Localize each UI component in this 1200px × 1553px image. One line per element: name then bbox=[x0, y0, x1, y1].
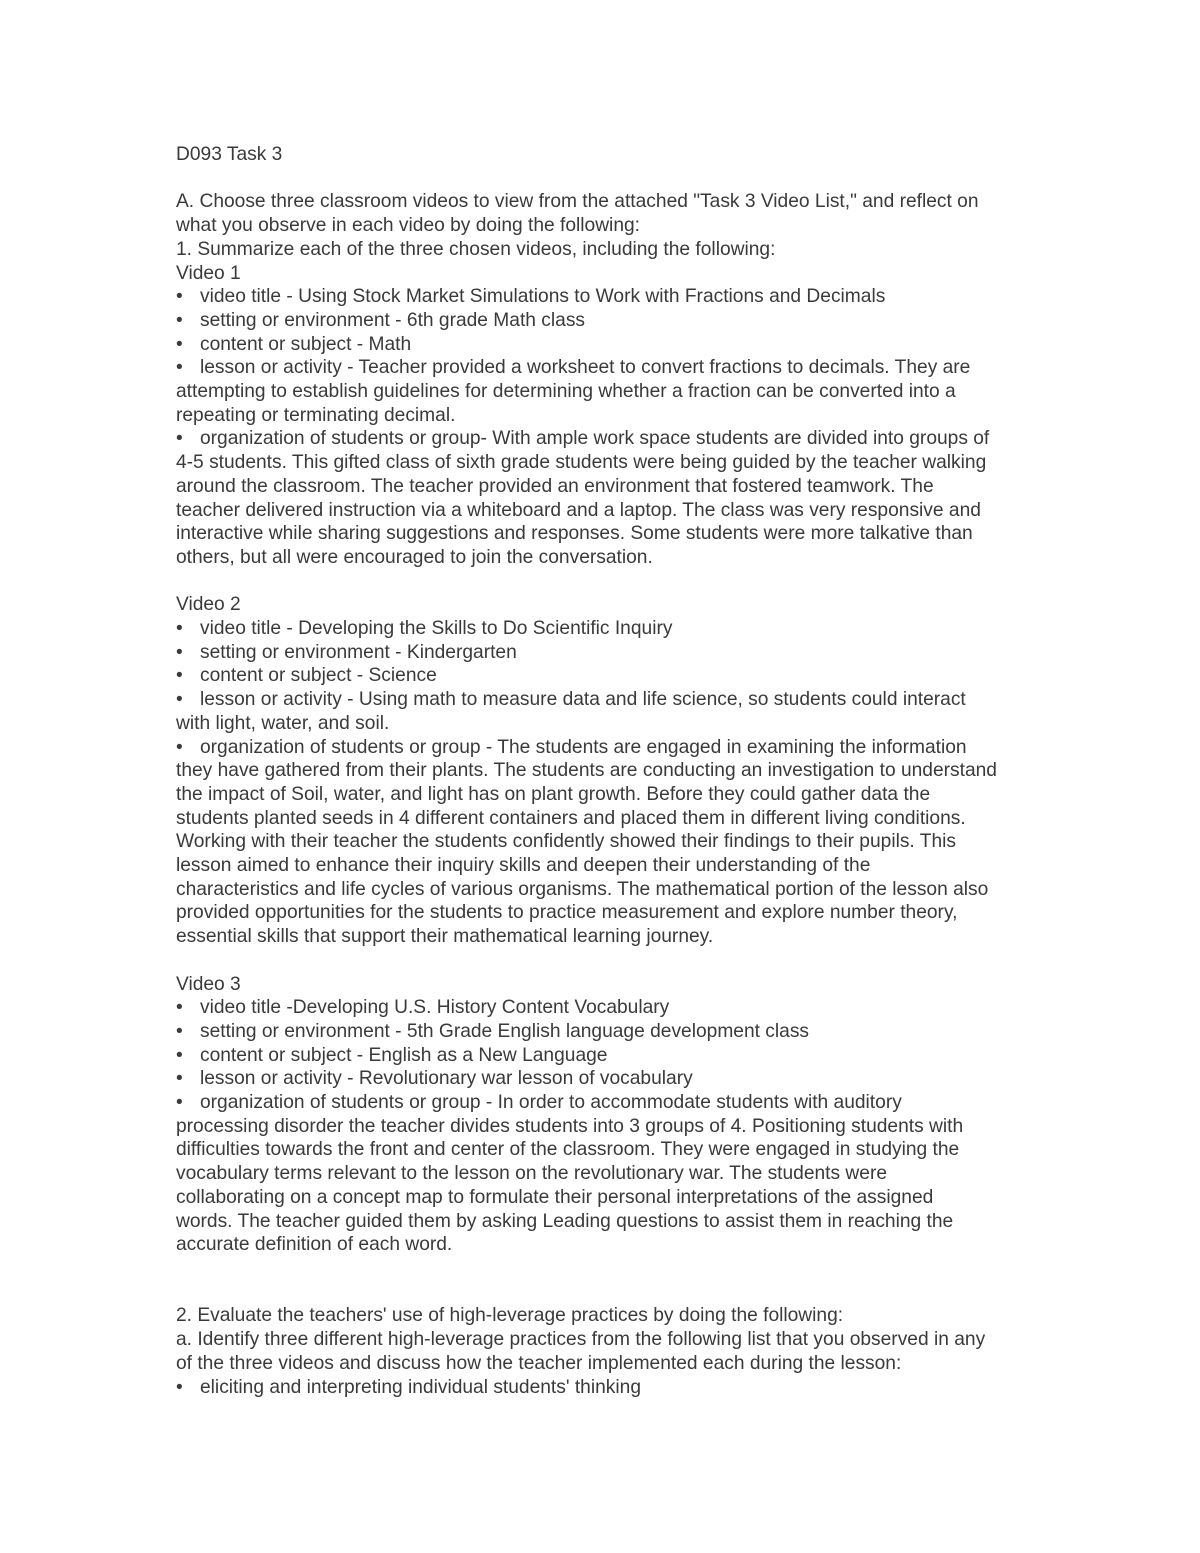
video-1-heading: Video 1 bbox=[176, 262, 241, 284]
item-text: setting or environment - 5th Grade English language development class bbox=[200, 1020, 810, 1042]
item-text: organization of students or group - In order to accommodate students with auditory bbox=[200, 1092, 902, 1114]
video-2-organization-cont: provided opportunities for the students to practice measurement and explore number theory, bbox=[176, 902, 958, 924]
item-text: setting or environment - 6th grade Math class bbox=[200, 309, 586, 331]
part-a-line-1: A. Choose three classroom videos to view from the attached "Task 3 Video List," and reflect on bbox=[176, 191, 979, 213]
bullet-icon: • bbox=[176, 997, 183, 1019]
item-text: content or subject - English as a New Language bbox=[200, 1044, 608, 1066]
bullet-icon: • bbox=[176, 1376, 183, 1398]
video-2-heading: Video 2 bbox=[176, 594, 241, 616]
video-2-organization-cont: essential skills that support their mathematical learning journey. bbox=[176, 926, 714, 948]
video-2-lesson-cont: with light, water, and soil. bbox=[176, 712, 390, 734]
video-1-lesson-cont: attempting to establish guidelines for determining whether a fraction can be converted into a bbox=[176, 381, 956, 403]
document-body bbox=[176, 143, 1066, 1399]
item-text: video title - Developing the Skills to Do Scientific Inquiry bbox=[200, 618, 673, 640]
bullet-icon: • bbox=[176, 736, 183, 758]
video-1-organization-cont: interactive while sharing suggestions and responses. Some students were more talkative than bbox=[176, 523, 973, 545]
video-3-content-item bbox=[176, 1044, 1066, 1068]
video-3-organization-cont: collaborating on a concept map to formulate their personal interpretations of the assigned bbox=[176, 1186, 934, 1208]
bullet-icon: • bbox=[176, 428, 183, 450]
item-text: eliciting and interpreting individual students' thinking bbox=[200, 1376, 641, 1398]
video-1-organization-cont: 4-5 students. This gifted class of sixth grade students were being guided by the teacher walking bbox=[176, 452, 987, 474]
spacer bbox=[176, 949, 1066, 973]
video-2-organization-cont: characteristics and life cycles of various organisms. The mathematical portion of the lesson also bbox=[176, 878, 989, 900]
video-1-lesson-cont: repeating or terminating decimal. bbox=[176, 404, 456, 426]
video-3-organization-cont: accurate definition of each word. bbox=[176, 1234, 453, 1256]
video-3-title-item bbox=[176, 996, 1066, 1020]
part-a-line-3: 1. Summarize each of the three chosen videos, including the following: bbox=[176, 238, 776, 260]
video-1-organization-cont: around the classroom. The teacher provided an environment that fostered teamwork. The bbox=[176, 475, 934, 497]
video-3-organization-cont: words. The teacher guided them by asking Leading questions to assist them in reaching the bbox=[176, 1210, 954, 1232]
bullet-icon: • bbox=[176, 1020, 183, 1042]
video-1-content-item bbox=[176, 333, 1066, 357]
item-text: organization of students or group- With ample work space students are divided into groups of bbox=[200, 428, 990, 450]
video-2-organization-item bbox=[176, 736, 1066, 760]
question-2a-line-1: a. Identify three different high-leverage practices from the following list that you observed in any bbox=[176, 1329, 986, 1351]
spacer bbox=[176, 570, 1066, 594]
item-text: content or subject - Math bbox=[200, 333, 412, 355]
part-a-line-2: what you observe in each video by doing the following: bbox=[176, 215, 640, 237]
item-text: content or subject - Science bbox=[200, 665, 437, 687]
video-1-lesson-item bbox=[176, 356, 1066, 380]
item-text: video title - Using Stock Market Simulations to Work with Fractions and Decimals bbox=[200, 286, 886, 308]
video-2-setting-item bbox=[176, 641, 1066, 665]
video-1-title-item bbox=[176, 285, 1066, 309]
video-3-organization-item bbox=[176, 1091, 1066, 1115]
bullet-icon: • bbox=[176, 309, 183, 331]
video-3-setting-item bbox=[176, 1020, 1066, 1044]
item-text: setting or environment - Kindergarten bbox=[200, 641, 517, 663]
item-text: lesson or activity - Revolutionary war lesson of vocabulary bbox=[200, 1068, 693, 1090]
bullet-icon: • bbox=[176, 1092, 183, 1114]
video-2-content-item bbox=[176, 664, 1066, 688]
video-1-organization-cont: teacher delivered instruction via a whiteboard and a laptop. The class was very responsive and bbox=[176, 499, 981, 521]
spacer bbox=[176, 1257, 1066, 1304]
video-3-heading: Video 3 bbox=[176, 973, 241, 995]
video-2-organization-cont: the impact of Soil, water, and light has on plant growth. Before they could gather data the bbox=[176, 783, 931, 805]
bullet-icon: • bbox=[176, 357, 183, 379]
video-2-title-item bbox=[176, 617, 1066, 641]
video-3-lesson-item bbox=[176, 1067, 1066, 1091]
question-2a-line-2: of the three videos and discuss how the teacher implemented each during the lesson: bbox=[176, 1352, 902, 1374]
video-2-organization-cont: they have gathered from their plants. The students are conducting an investigation to understand bbox=[176, 760, 997, 782]
item-text: video title -Developing U.S. History Content Vocabulary bbox=[200, 997, 670, 1019]
video-1-organization-cont: others, but all were encouraged to join the conversation. bbox=[176, 546, 653, 568]
bullet-icon: • bbox=[176, 286, 183, 308]
bullet-icon: • bbox=[176, 333, 183, 355]
video-2-organization-cont: lesson aimed to enhance their inquiry skills and deepen their understanding of the bbox=[176, 855, 871, 877]
video-2-lesson-item bbox=[176, 688, 1066, 712]
video-2-organization-cont: Working with their teacher the students confidently showed their findings to their pupils. This bbox=[176, 831, 956, 853]
spacer bbox=[176, 167, 1066, 191]
item-text: lesson or activity - Using math to measure data and life science, so students could interact bbox=[200, 689, 966, 711]
video-3-organization-cont: vocabulary terms relevant to the lesson on the revolutionary war. The students were bbox=[176, 1163, 888, 1185]
item-text: lesson or activity - Teacher provided a worksheet to convert fractions to decimals. They are bbox=[200, 357, 971, 379]
bullet-icon: • bbox=[176, 1044, 183, 1066]
bullet-icon: • bbox=[176, 665, 183, 687]
video-1-setting-item bbox=[176, 309, 1066, 333]
video-1-organization-item bbox=[176, 427, 1066, 451]
practice-item bbox=[176, 1376, 1066, 1400]
video-3-organization-cont: difficulties towards the front and center of the classroom. They were engaged in studying the bbox=[176, 1139, 960, 1161]
bullet-icon: • bbox=[176, 641, 183, 663]
video-2-organization-cont: students planted seeds in 4 different containers and placed them in different living conditions. bbox=[176, 807, 966, 829]
video-3-organization-cont: processing disorder the teacher divides students into 3 groups of 4. Positioning students with bbox=[176, 1115, 964, 1137]
question-2: 2. Evaluate the teachers' use of high-leverage practices by doing the following: bbox=[176, 1305, 844, 1327]
document-title: D093 Task 3 bbox=[176, 144, 283, 165]
bullet-icon: • bbox=[176, 1068, 183, 1090]
bullet-icon: • bbox=[176, 618, 183, 640]
bullet-icon: • bbox=[176, 689, 183, 711]
item-text: organization of students or group - The students are engaged in examining the information bbox=[200, 736, 967, 758]
